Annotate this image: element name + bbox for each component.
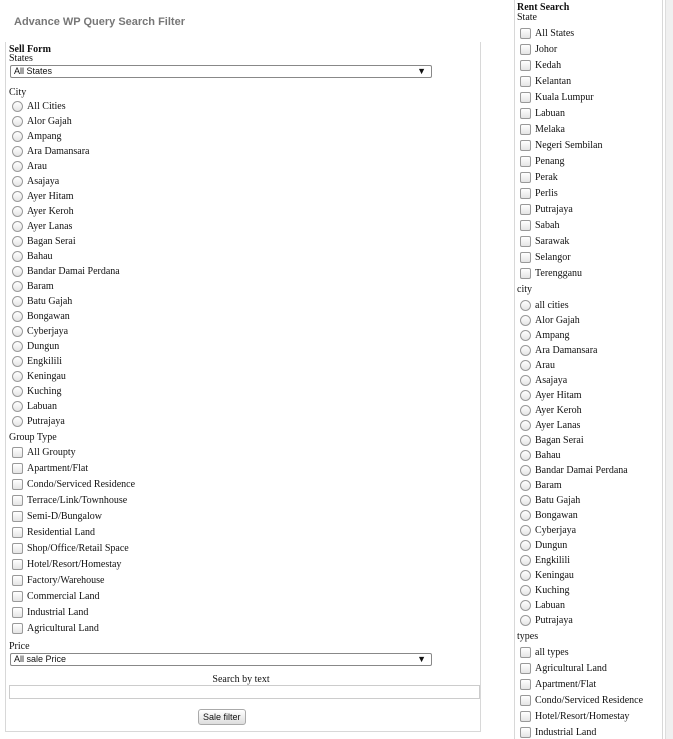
rent-city-option[interactable]	[520, 523, 576, 537]
radio-button[interactable]	[12, 206, 23, 217]
checkbox[interactable]	[520, 268, 531, 279]
rent-state-option-label: Kuala Lumpur	[535, 91, 594, 103]
rent-type-option[interactable]	[520, 661, 607, 675]
sell-city-option-label: Ayer Lanas	[27, 220, 73, 232]
rent-types-label: types	[517, 631, 539, 642]
checkbox[interactable]	[12, 623, 23, 634]
rent-city-option[interactable]	[520, 373, 567, 387]
price-select-value: All sale Price	[14, 654, 67, 664]
radio-button[interactable]	[520, 330, 531, 341]
rent-state-option-label: Kedah	[535, 59, 562, 71]
sell-city-option-label: Ayer Hitam	[27, 190, 74, 202]
rent-type-option[interactable]	[520, 725, 596, 739]
rent-city-option-label: Ara Damansara	[535, 344, 598, 356]
checkbox[interactable]	[12, 495, 23, 506]
sell-city-option-label: Ampang	[27, 130, 62, 142]
radio-button[interactable]	[12, 266, 23, 277]
checkbox[interactable]	[520, 140, 531, 151]
checkbox[interactable]	[520, 252, 531, 263]
rent-city-option[interactable]	[520, 403, 582, 417]
sell-city-option-label: Batu Gajah	[27, 295, 73, 307]
rent-state-option[interactable]	[520, 90, 594, 104]
sell-city-option-label: Engkilili	[27, 355, 62, 367]
rent-state-option-label: Perlis	[535, 187, 558, 199]
sell-group-option[interactable]	[12, 445, 76, 459]
sell-city-option-label: Dungun	[27, 340, 60, 352]
rent-city-option-label: Ayer Hitam	[535, 389, 582, 401]
sell-city-option-label: Bahau	[27, 250, 53, 262]
sell-city-option-label: All Cities	[27, 100, 66, 112]
radio-button[interactable]	[520, 420, 531, 431]
rent-city-option-label: Bandar Damai Perdana	[535, 464, 628, 476]
radio-button[interactable]	[12, 371, 23, 382]
group-type-label: Group Type	[9, 432, 57, 443]
checkbox[interactable]	[12, 591, 23, 602]
radio-button[interactable]	[12, 251, 23, 262]
scrollbar[interactable]	[665, 0, 673, 739]
checkbox[interactable]	[520, 220, 531, 231]
rent-state-option-label: Johor	[535, 43, 558, 55]
checkbox[interactable]	[520, 695, 531, 706]
sell-city-option[interactable]	[12, 204, 74, 218]
rent-state-option-label: Negeri Sembilan	[535, 139, 603, 151]
rent-state-option[interactable]	[520, 186, 558, 200]
radio-button[interactable]	[12, 281, 23, 292]
rent-city-option-label: Ampang	[535, 329, 570, 341]
radio-button[interactable]	[12, 326, 23, 337]
checkbox[interactable]	[520, 76, 531, 87]
radio-button[interactable]	[520, 585, 531, 596]
rent-city-option-label: Labuan	[535, 599, 565, 611]
rent-state-option[interactable]	[520, 170, 558, 184]
rent-state-option-label: Labuan	[535, 107, 565, 119]
sell-group-option[interactable]	[12, 493, 127, 507]
radio-button[interactable]	[520, 360, 531, 371]
rent-type-option-label: Agricultural Land	[535, 662, 607, 674]
radio-button[interactable]	[12, 296, 23, 307]
radio-button[interactable]	[520, 390, 531, 401]
sell-city-option[interactable]	[12, 354, 62, 368]
rent-state-option[interactable]	[520, 250, 571, 264]
search-by-text-label: Search by text	[212, 674, 270, 685]
radio-button[interactable]	[520, 510, 531, 521]
radio-button[interactable]	[520, 315, 531, 326]
rent-city-option-label: Baram	[535, 479, 562, 491]
sell-city-option[interactable]	[12, 99, 66, 113]
rent-state-option[interactable]	[520, 26, 574, 40]
rent-city-option[interactable]	[520, 388, 582, 402]
radio-button[interactable]	[12, 146, 23, 157]
rent-city-option-label: Alor Gajah	[535, 314, 580, 326]
checkbox[interactable]	[12, 511, 23, 522]
rent-city-option[interactable]	[520, 358, 555, 372]
rent-city-option[interactable]	[520, 313, 580, 327]
sell-city-option-label: Cyberjaya	[27, 325, 69, 337]
sell-city-option[interactable]	[12, 144, 89, 158]
price-select[interactable]	[10, 653, 432, 666]
sell-group-option-label: Hotel/Resort/Homestay	[27, 558, 122, 570]
radio-button[interactable]	[520, 540, 531, 551]
checkbox[interactable]	[12, 527, 23, 538]
sell-group-option[interactable]	[12, 509, 102, 523]
sell-city-option-label: Keningau	[27, 370, 66, 382]
sell-city-option[interactable]	[12, 249, 53, 263]
radio-button[interactable]	[520, 555, 531, 566]
states-label: States	[9, 53, 33, 64]
rent-state-option-label: Terengganu	[535, 267, 583, 279]
rent-state-option-label: Sabah	[535, 219, 560, 231]
checkbox[interactable]	[520, 188, 531, 199]
rent-city-option[interactable]	[520, 433, 584, 447]
rent-state-option[interactable]	[520, 202, 573, 216]
rent-type-option[interactable]	[520, 693, 643, 707]
radio-button[interactable]	[520, 300, 531, 311]
rent-state-option[interactable]	[520, 234, 569, 248]
checkbox[interactable]	[12, 607, 23, 618]
radio-button[interactable]	[520, 570, 531, 581]
sell-city-option-label: Baram	[27, 280, 54, 292]
sell-city-option[interactable]	[12, 399, 57, 413]
radio-button[interactable]	[12, 221, 23, 232]
sell-city-option[interactable]	[12, 189, 74, 203]
sell-city-option-label: Bandar Damai Perdana	[27, 265, 120, 277]
checkbox[interactable]	[12, 543, 23, 554]
rent-state-option-label: Melaka	[535, 123, 565, 135]
rent-city-option[interactable]	[520, 493, 580, 507]
sell-group-option[interactable]	[12, 525, 95, 539]
checkbox[interactable]	[520, 647, 531, 658]
rent-state-option[interactable]	[520, 42, 557, 56]
sell-city-option[interactable]	[12, 369, 66, 383]
sell-city-option[interactable]	[12, 324, 68, 338]
rent-state-option-label: Putrajaya	[535, 203, 573, 215]
sell-city-option[interactable]	[12, 234, 76, 248]
checkbox[interactable]	[520, 679, 531, 690]
rent-state-option-label: All States	[535, 27, 575, 39]
sell-form-heading: Sell Form	[9, 44, 51, 55]
page-title: Advance WP Query Search Filter	[14, 16, 185, 28]
sell-group-option-label: Condo/Serviced Residence	[27, 478, 136, 490]
rent-city-option[interactable]	[520, 508, 578, 522]
rent-state-option[interactable]	[520, 122, 565, 136]
states-select[interactable]	[10, 65, 432, 78]
rent-state-option-label: Selangor	[535, 251, 571, 263]
rent-city-option-label: Kuching	[535, 584, 570, 596]
radio-button[interactable]	[520, 480, 531, 491]
rent-state-option[interactable]	[520, 74, 571, 88]
radio-button[interactable]	[520, 600, 531, 611]
rent-type-option[interactable]	[520, 709, 629, 723]
checkbox[interactable]	[12, 559, 23, 570]
sell-group-option[interactable]	[12, 605, 88, 619]
sell-group-option[interactable]	[12, 573, 105, 587]
radio-button[interactable]	[12, 236, 23, 247]
sell-city-option-label: Putrajaya	[27, 415, 65, 427]
checkbox[interactable]	[520, 92, 531, 103]
rent-search-heading: Rent Search	[517, 2, 570, 13]
sell-group-option-label: All Groupty	[27, 446, 76, 458]
sell-group-option[interactable]	[12, 461, 88, 475]
price-label: Price	[9, 641, 30, 652]
rent-type-option-label: all types	[535, 646, 569, 658]
rent-city-option[interactable]	[520, 553, 570, 567]
rent-city-option-label: Cyberjaya	[535, 524, 577, 536]
sell-group-option-label: Apartment/Flat	[27, 462, 89, 474]
rent-city-option[interactable]	[520, 538, 567, 552]
radio-button[interactable]	[520, 375, 531, 386]
chevron-down-icon: ▼	[417, 66, 426, 76]
sell-group-option-label: Terrace/Link/Townhouse	[27, 494, 128, 506]
rent-city-option-label: Ayer Lanas	[535, 419, 581, 431]
sell-form-panel	[5, 42, 481, 732]
sell-city-option[interactable]	[12, 114, 72, 128]
rent-city-option[interactable]	[520, 463, 628, 477]
rent-city-option-label: Bagan Serai	[535, 434, 584, 446]
rent-state-option-label: Sarawak	[535, 235, 570, 247]
radio-button[interactable]	[12, 341, 23, 352]
sell-city-option-label: Bongawan	[27, 310, 70, 322]
sell-city-option-label: Asajaya	[27, 175, 60, 187]
rent-state-option-label: Kelantan	[535, 75, 572, 87]
checkbox[interactable]	[12, 447, 23, 458]
rent-city-option[interactable]	[520, 583, 569, 597]
checkbox[interactable]	[520, 236, 531, 247]
rent-type-option[interactable]	[520, 677, 596, 691]
rent-city-option[interactable]	[520, 328, 569, 342]
rent-city-option-label: Keningau	[535, 569, 574, 581]
radio-button[interactable]	[12, 161, 23, 172]
sell-group-option[interactable]	[12, 589, 99, 603]
sell-city-option[interactable]	[12, 129, 61, 143]
rent-state-option-label: Perak	[535, 171, 558, 183]
sell-city-option[interactable]	[12, 384, 61, 398]
sell-city-option-label: Kuching	[27, 385, 62, 397]
radio-button[interactable]	[12, 311, 23, 322]
sell-city-option[interactable]	[12, 339, 59, 353]
radio-button[interactable]	[520, 465, 531, 476]
rent-state-option-label: Penang	[535, 155, 565, 167]
radio-button[interactable]	[12, 191, 23, 202]
radio-button[interactable]	[12, 356, 23, 367]
checkbox[interactable]	[520, 727, 531, 738]
rent-city-option[interactable]	[520, 448, 561, 462]
radio-button[interactable]	[520, 495, 531, 506]
rent-type-option-label: Hotel/Resort/Homestay	[535, 710, 630, 722]
rent-city-option[interactable]	[520, 478, 562, 492]
radio-button[interactable]	[12, 386, 23, 397]
rent-city-option-label: Bahau	[535, 449, 561, 461]
sell-city-option-label: Alor Gajah	[27, 115, 72, 127]
rent-city-option[interactable]	[520, 298, 569, 312]
sell-city-option[interactable]	[12, 279, 54, 293]
rent-city-option-label: all cities	[535, 299, 569, 311]
radio-button[interactable]	[12, 416, 23, 427]
rent-city-option[interactable]	[520, 568, 574, 582]
sale-filter-button[interactable]: Sale filter	[198, 709, 246, 725]
sell-group-option-label: Industrial Land	[27, 606, 89, 618]
sell-city-option[interactable]	[12, 159, 47, 173]
sell-city-option[interactable]	[12, 309, 70, 323]
sell-group-option-label: Shop/Office/Retail Space	[27, 542, 129, 554]
rent-state-option[interactable]	[520, 106, 565, 120]
sell-group-option-label: Semi-D/Bungalow	[27, 510, 102, 522]
sell-group-option-label: Commercial Land	[27, 590, 100, 602]
rent-search-panel	[514, 0, 663, 739]
radio-button[interactable]	[520, 435, 531, 446]
radio-button[interactable]	[12, 401, 23, 412]
radio-button[interactable]	[520, 525, 531, 536]
sell-group-option[interactable]	[12, 541, 129, 555]
rent-city-option-label: Batu Gajah	[535, 494, 581, 506]
rent-type-option-label: Apartment/Flat	[535, 678, 597, 690]
radio-button[interactable]	[12, 101, 23, 112]
checkbox[interactable]	[520, 156, 531, 167]
rent-city-label: city	[517, 284, 532, 295]
rent-state-option[interactable]	[520, 58, 561, 72]
rent-city-option[interactable]	[520, 418, 580, 432]
checkbox[interactable]	[520, 124, 531, 135]
sell-city-option[interactable]	[12, 414, 65, 428]
rent-city-option-label: Putrajaya	[535, 614, 573, 626]
radio-button[interactable]	[520, 345, 531, 356]
rent-city-option-label: Engkilili	[535, 554, 570, 566]
radio-button[interactable]	[12, 176, 23, 187]
rent-state-option[interactable]	[520, 266, 582, 280]
checkbox[interactable]	[520, 108, 531, 119]
rent-type-option-label: Industrial Land	[535, 726, 597, 738]
sell-city-option-label: Labuan	[27, 400, 57, 412]
rent-city-option-label: Dungun	[535, 539, 568, 551]
rent-state-option[interactable]	[520, 218, 559, 232]
rent-state-option[interactable]	[520, 154, 564, 168]
search-input[interactable]	[9, 685, 480, 699]
rent-state-label: State	[517, 12, 537, 23]
radio-button[interactable]	[520, 615, 531, 626]
checkbox[interactable]	[12, 479, 23, 490]
sell-city-option-label: Arau	[27, 160, 47, 172]
states-select-value: All States	[14, 66, 53, 76]
chevron-down-icon: ▼	[417, 654, 426, 664]
city-label: City	[9, 87, 27, 98]
rent-city-option-label: Asajaya	[535, 374, 568, 386]
sell-group-option-label: Factory/Warehouse	[27, 574, 105, 586]
sell-group-option[interactable]	[12, 557, 121, 571]
sell-city-option[interactable]	[12, 174, 59, 188]
radio-button[interactable]	[520, 450, 531, 461]
checkbox[interactable]	[520, 44, 531, 55]
rent-city-option[interactable]	[520, 598, 565, 612]
checkbox[interactable]	[520, 172, 531, 183]
radio-button[interactable]	[12, 116, 23, 127]
sell-city-option[interactable]	[12, 219, 72, 233]
checkbox[interactable]	[520, 60, 531, 71]
rent-state-option[interactable]	[520, 138, 602, 152]
checkbox[interactable]	[12, 575, 23, 586]
rent-city-option[interactable]	[520, 613, 573, 627]
rent-city-option-label: Ayer Keroh	[535, 404, 582, 416]
rent-type-option[interactable]	[520, 645, 569, 659]
sell-city-option-label: Ara Damansara	[27, 145, 90, 157]
checkbox[interactable]	[520, 28, 531, 39]
sell-group-option-label: Agricultural Land	[27, 622, 99, 634]
rent-city-option-label: Bongawan	[535, 509, 578, 521]
checkbox[interactable]	[520, 711, 531, 722]
sell-group-option-label: Residential Land	[27, 526, 96, 538]
sell-city-option-label: Ayer Keroh	[27, 205, 74, 217]
checkbox[interactable]	[520, 204, 531, 215]
rent-type-option-label: Condo/Serviced Residence	[535, 694, 644, 706]
radio-button[interactable]	[520, 405, 531, 416]
radio-button[interactable]	[12, 131, 23, 142]
sell-city-option[interactable]	[12, 294, 72, 308]
sell-city-option-label: Bagan Serai	[27, 235, 76, 247]
checkbox[interactable]	[12, 463, 23, 474]
rent-city-option-label: Arau	[535, 359, 555, 371]
sell-group-option[interactable]	[12, 477, 135, 491]
sell-city-option[interactable]	[12, 264, 120, 278]
sell-group-option[interactable]	[12, 621, 99, 635]
checkbox[interactable]	[520, 663, 531, 674]
rent-city-option[interactable]	[520, 343, 597, 357]
